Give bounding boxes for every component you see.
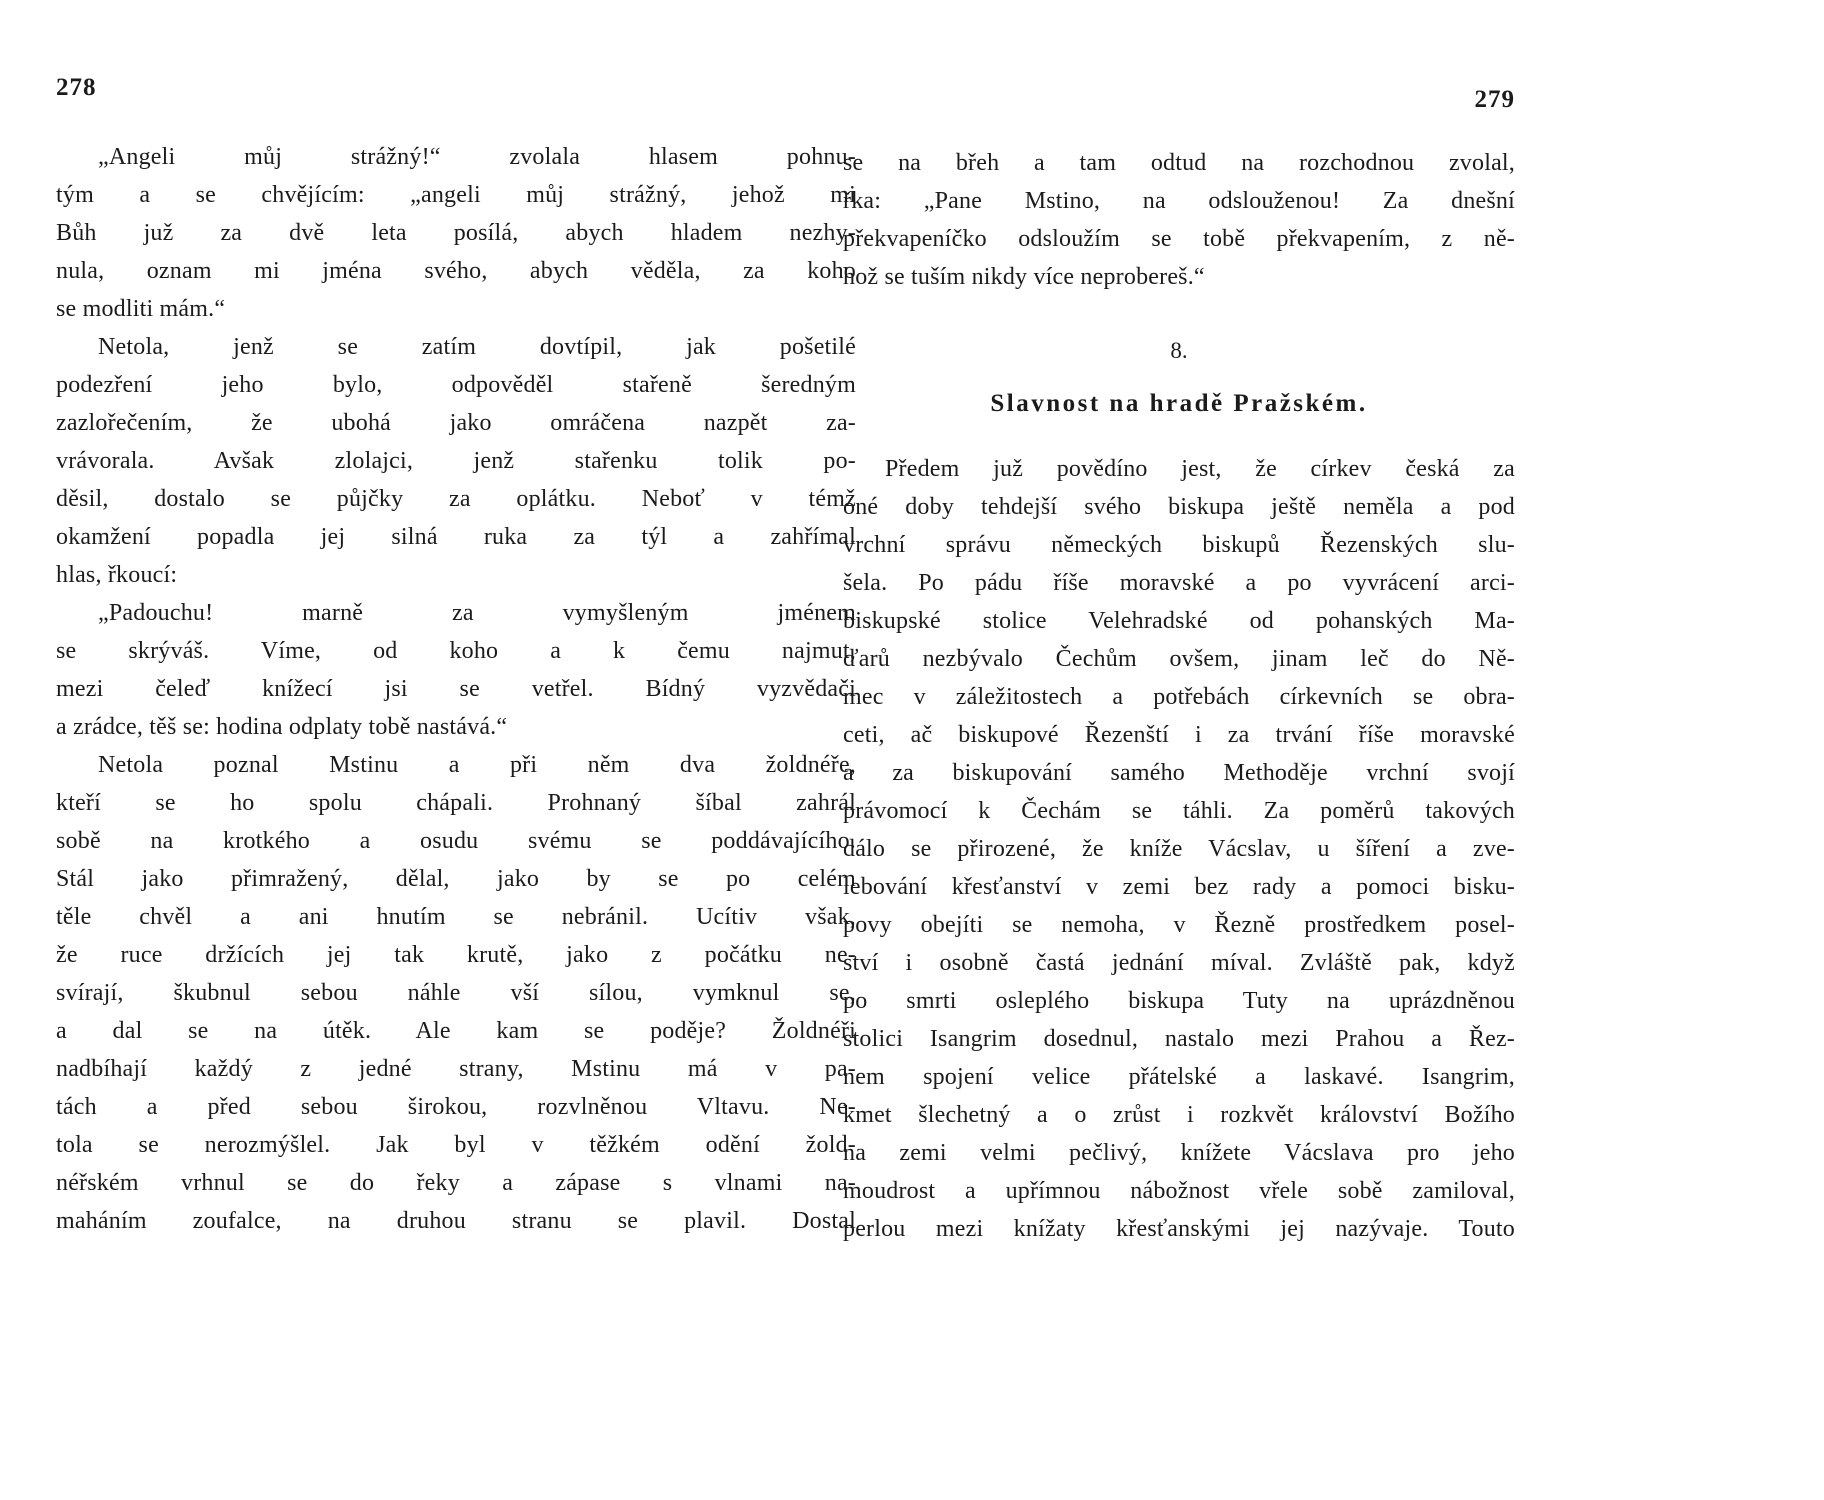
text-line: sobě na krotkého a osudu svému se poddávajícího.: [56, 828, 856, 854]
text-line: ství i osobně častá jednání míval. Zvláště pak, když: [843, 950, 1515, 976]
text-line: nadbíhají každý z jedné strany, Mstinu má v pa-: [56, 1056, 856, 1082]
text-line: se skrýváš. Víme, od koho a k čemu najmut,: [56, 638, 856, 664]
page-body-left: [56, 138, 856, 1240]
text-line: lebování křesťanství v zemi bez rady a pomoci bisku-: [843, 874, 1515, 900]
text-line: Stál jako přimražený, dělal, jako by se po celém: [56, 866, 856, 892]
text-line: řka: „Pane Mstino, na odslouženou! Za dnešní: [843, 188, 1515, 214]
text-line: Netola poznal Mstinu a při něm dva žoldnéře,: [98, 752, 856, 778]
text-line: kteří se ho spolu chápali. Prohnaný šíbal zahrál: [56, 790, 856, 816]
text-line: mezi čeleď knížecí jsi se vetřel. Bídný vyzvědači: [56, 676, 856, 702]
text-line: hož se tuším nikdy více neprobereš.“: [843, 264, 1205, 290]
text-line: maháním zoufalce, na druhou stranu se plavil. Dostal: [56, 1208, 856, 1234]
text-line: těle chvěl a ani hnutím se nebránil. Ucítiv však,: [56, 904, 856, 930]
text-line: děsil, dostalo se půjčky za oplátku. Neboť v témž: [56, 486, 856, 512]
page-number-right: 279: [1474, 86, 1515, 113]
page-left: [56, 0, 856, 1240]
text-line: a za biskupování samého Methoděje vrchní svojí: [843, 760, 1515, 786]
text-line: tách a před sebou širokou, rozvlněnou Vltavu. Ne-: [56, 1094, 856, 1120]
text-line: se modliti mám.“: [56, 296, 226, 322]
text-line: zazlořečením, že ubohá jako omráčena nazpět za-: [56, 410, 856, 436]
text-line: ďarů nezbývalo Čechům ovšem, jinam leč do Ně-: [843, 646, 1515, 672]
section-number: 8.: [1170, 338, 1188, 363]
text-line: svírají, škubnul sebou náhle vší sílou, vymknul se,: [56, 980, 856, 1006]
text-line: překvapeníčko odsloužím se tobě překvapením, z ně-: [843, 226, 1515, 252]
text-line: „Angeli můj strážný!“ zvolala hlasem pohnu-: [98, 144, 856, 170]
text-line: právomocí k Čechám se táhli. Za poměrů takových: [843, 798, 1515, 824]
paragraph: [56, 746, 856, 1240]
text-line: mec v záležitostech a potřebách církevních se obra-: [843, 684, 1515, 710]
text-line: tola se nerozmýšlel. Jak byl v těžkém odění žold-: [56, 1132, 856, 1158]
text-line: dálo se přirozené, že kníže Vácslav, u šíření a zve-: [843, 836, 1515, 862]
text-line: nula, oznam mi jména svého, abych věděla, za koho: [56, 258, 856, 284]
paragraph: [56, 328, 856, 594]
text-line: perlou mezi knížaty křesťanskými jej nazývaje. Touto: [843, 1216, 1515, 1242]
text-line: a zrádce, těš se: hodina odplaty tobě nastává.“: [56, 714, 508, 740]
paragraph: [843, 144, 1515, 296]
text-line: kmet šlechetný a o zrůst i rozkvět království Božího: [843, 1102, 1515, 1128]
page-body-right: [843, 144, 1515, 1248]
text-line: po smrti osleplého biskupa Tuty na uprázdněnou: [843, 988, 1515, 1014]
text-line: se na břeh a tam odtud na rozchodnou zvolal,: [843, 150, 1515, 176]
text-line: vrchní správu německých biskupů Řezenských slu-: [843, 532, 1515, 558]
text-line: ceti, ač biskupové Řezenští i za trvání říše moravské: [843, 722, 1515, 748]
text-line: nem spojení velice přátelské a laskavé. Isangrim,: [843, 1064, 1515, 1090]
text-line: stolici Isangrim dosednul, nastalo mezi Prahou a Řez-: [843, 1026, 1515, 1052]
text-line: Předem juž povědíno jest, že církev česká za: [885, 456, 1515, 482]
text-line: oné doby tehdejší svého biskupa ještě neměla a pod: [843, 494, 1515, 520]
text-line: néřském vrhnul se do řeky a zápase s vlnami na-: [56, 1170, 856, 1196]
text-line: Bůh juž za dvě leta posílá, abych hladem nezhy-: [56, 220, 856, 246]
text-line: podezření jeho bylo, odpověděl stařeně šeredným: [56, 372, 856, 398]
text-line: a dal se na útěk. Ale kam se poděje? Žoldnéři: [56, 1018, 856, 1044]
text-line: moudrost a upřímnou nábožnost vřele sobě zamiloval,: [843, 1178, 1515, 1204]
text-line: vrávorala. Avšak zlolajci, jenž stařenku tolik po-: [56, 448, 856, 474]
text-line: Netola, jenž se zatím dovtípil, jak pošetilé: [98, 334, 856, 360]
text-line: tým a se chvějícím: „angeli můj strážný, jehož mi: [56, 182, 856, 208]
text-line: hlas, řkoucí:: [56, 562, 178, 588]
text-line: okamžení popadla jej silná ruka za týl a zahřímal: [56, 524, 856, 550]
text-line: šela. Po pádu říše moravské a po vyvrácení arci-: [843, 570, 1515, 596]
paragraph: [843, 450, 1515, 1248]
text-line: povy obejíti se nemoha, v Řezně prostředkem posel-: [843, 912, 1515, 938]
page-number-left: 278: [56, 74, 97, 101]
text-line: že ruce držících jej tak krutě, jako z počátku ne-: [56, 942, 856, 968]
text-line: „Padouchu! marně za vymyšleným jménem: [98, 600, 856, 626]
text-line: biskupské stolice Velehradské od pohanských Ma-: [843, 608, 1515, 634]
paragraph: [56, 138, 856, 328]
text-line: na zemi velmi pečlivý, knížete Vácslava pro jeho: [843, 1140, 1515, 1166]
page-right: [843, 0, 1515, 1248]
paragraph: [56, 594, 856, 746]
chapter-heading: Slavnost na hradě Pražském.: [990, 390, 1368, 417]
